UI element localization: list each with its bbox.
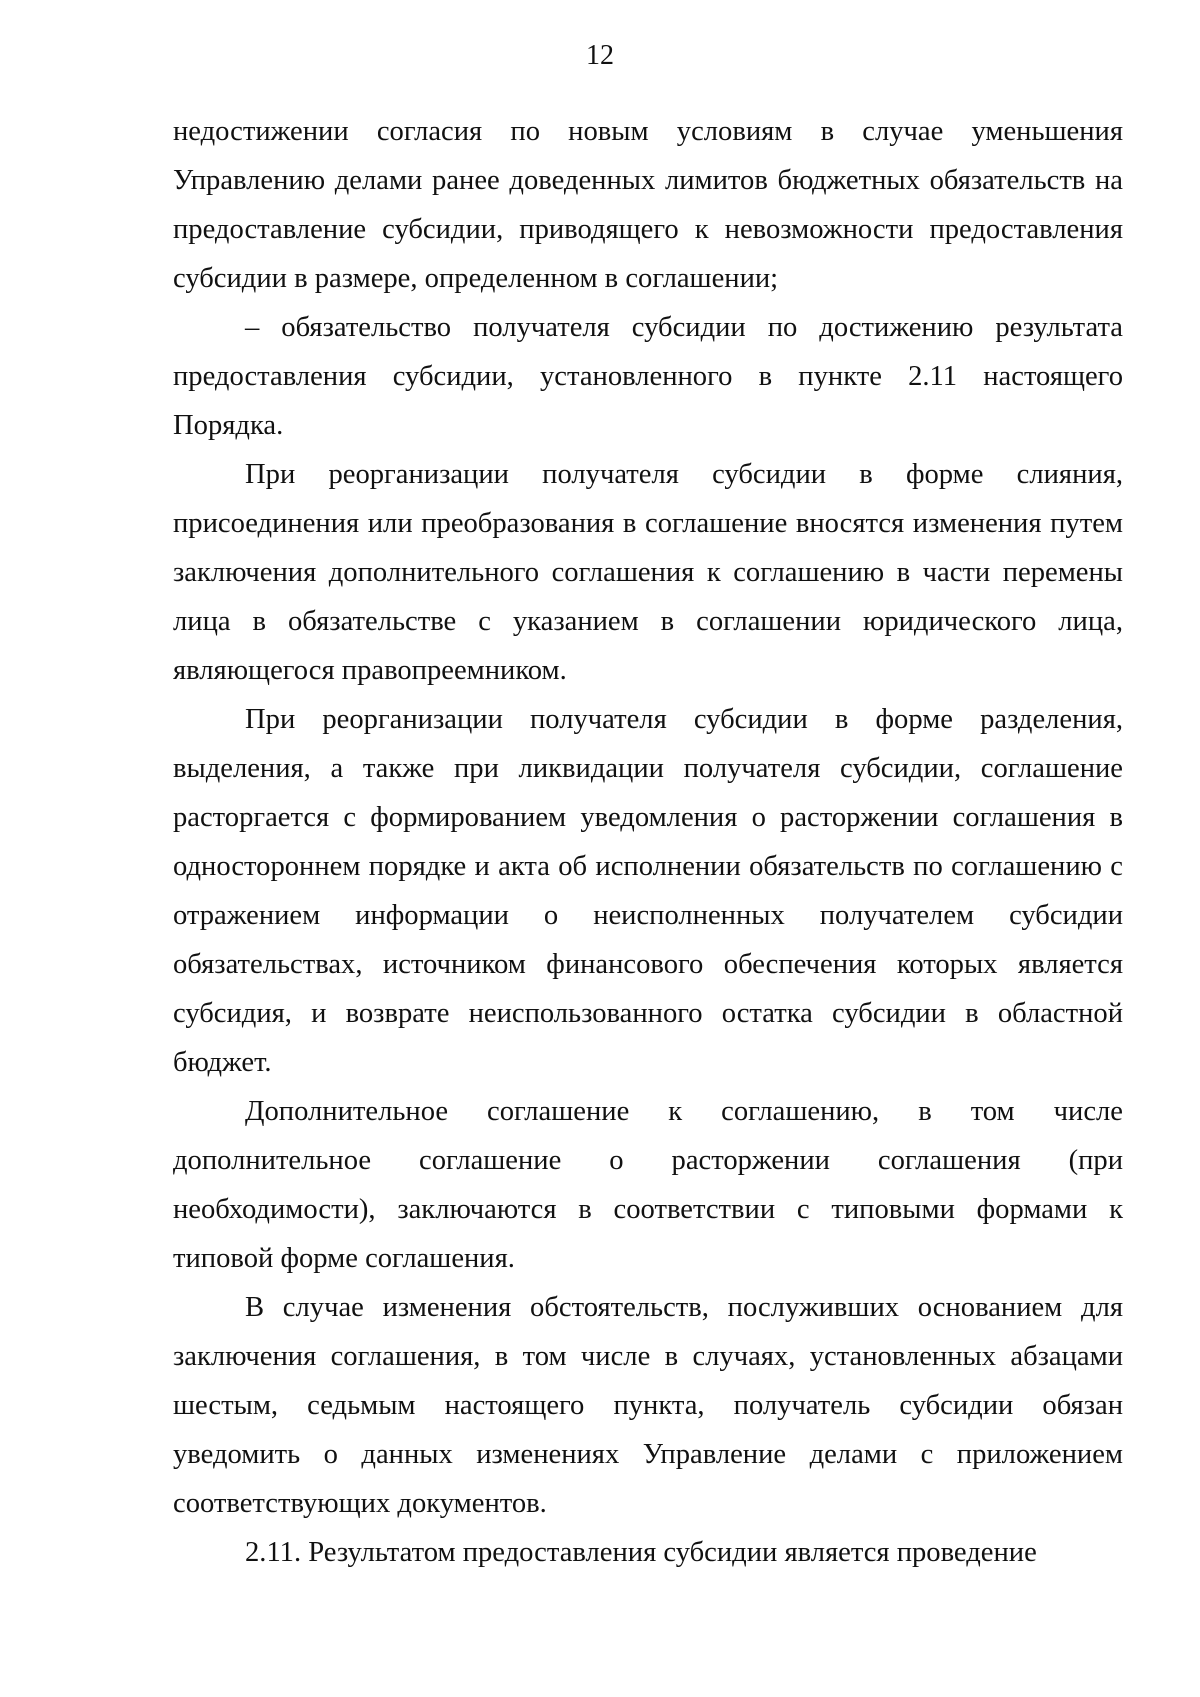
paragraph-continuation: недостижении согласия по новым условиям в случае уменьшения Управлению делами ранее доведенных лимитов бюджетных обязательств на предоставление субсидии, приводящего к невозможности предоставления субсидии в размере, определенном в соглашении;: [173, 116, 1123, 294]
paragraph-additional-agreement: Дополнительное соглашение к соглашению, в том числе дополнительное соглашение о расторжении соглашения (при необходимости), заключаются в соответствии с типовыми формами к типовой форме соглашения.: [173, 1096, 1123, 1274]
paragraph-obligation-result: – обязательство получателя субсидии по достижению результата предоставления субсидии, установленного в пункте 2.11 настоящего Порядка.: [173, 312, 1123, 441]
paragraph-reorganization-merger: При реорганизации получателя субсидии в форме слияния, присоединения или преобразования в соглашение вносятся изменения путем заключения дополнительного соглашения к соглашению в части перемены лица в обязательстве с указанием в соглашении юридического лица, являющегося правопреемником.: [173, 459, 1123, 686]
paragraph-section-2-11: 2.11. Результатом предоставления субсидии является проведение: [245, 1537, 1037, 1568]
paragraph-circumstances-change: В случае изменения обстоятельств, послуживших основанием для заключения соглашения, в том числе в случаях, установленных абзацами шестым, седьмым настоящего пункта, получатель субсидии обязан уведомить о данных изменениях Управление делами с приложением соответствующих документов.: [173, 1292, 1123, 1519]
document-body: [173, 107, 1123, 1577]
page-number: 12: [586, 40, 614, 71]
paragraph-reorganization-division: При реорганизации получателя субсидии в форме разделения, выделения, а также при ликвидации получателя субсидии, соглашение расторгается с формированием уведомления о расторжении соглашения в одностороннем порядке и акта об исполнении обязательств по соглашению с отражением информации о неисполненных получателем субсидии обязательствах, источником финансового обеспечения которых является субсидия, и возврате неиспользованного остатка субсидии в областной бюджет.: [173, 704, 1123, 1078]
